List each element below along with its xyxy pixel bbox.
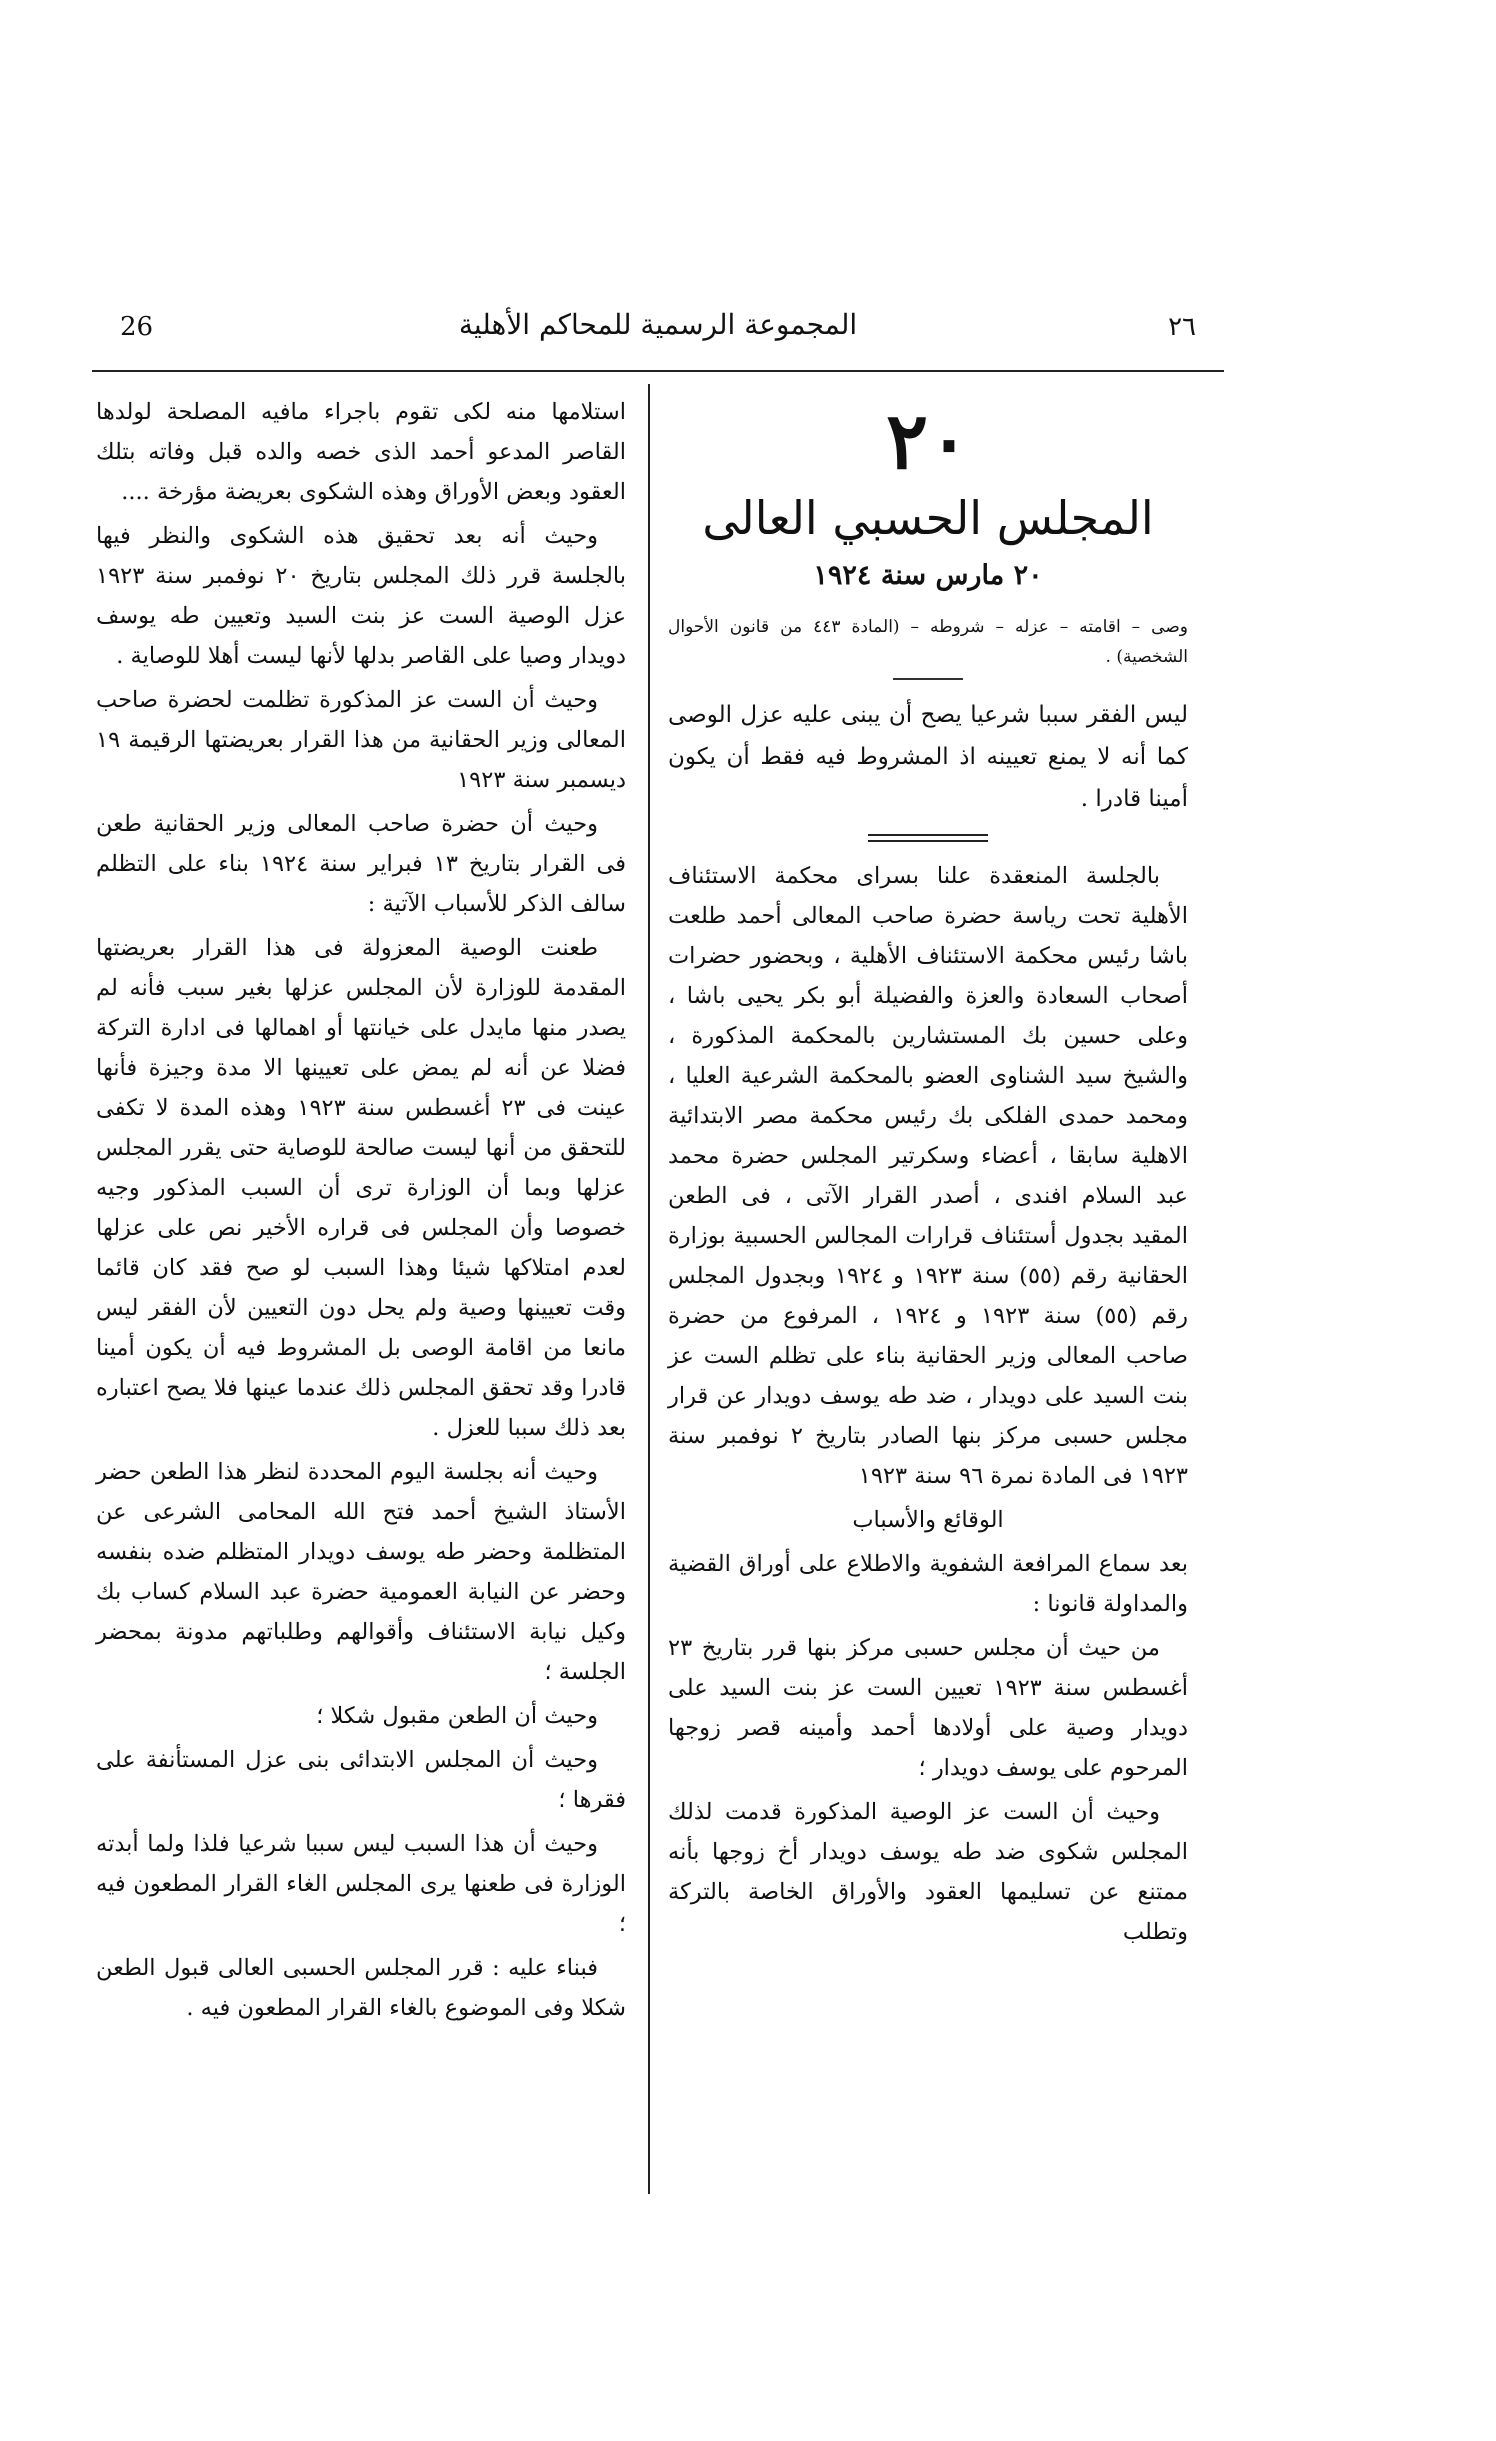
paragraph: استلامها منه لكى تقوم باجراء مافيه المصلحة لولدها القاصر المدعو أحمد الذى خصه والده قبل وفاته بتلك العقود وبعض الأوراق وهذه الشكوى بعريضة مؤرخة .... bbox=[96, 399, 626, 505]
right-column bbox=[668, 392, 1188, 1956]
paragraph: وحيث أن هذا السبب ليس سببا شرعيا فلذا ولما أبدته الوزارة فى طعنها يرى المجلس الغاء القرار المطعون فيه ؛ bbox=[96, 1831, 626, 1937]
paragraph: وحيث أنه بعد تحقيق هذه الشكوى والنظر فيها بالجلسة قرر ذلك المجلس بتاريخ ٢٠ نوفمبر سنة ١٩٢٣ عزل الوصية الست عز بنت السيد وتعيين طه يوسف دويدار وصيا على القاصر بدلها لأنها ليست أهلا للوصاية . bbox=[96, 523, 627, 669]
court-name: المجلس الحسبي العالى bbox=[702, 491, 1154, 545]
paragraph: من حيث أن مجلس حسبى مركز بنها قرر بتاريخ ٢٣ أغسطس سنة ١٩٢٣ تعيين الست عز بنت السيد على دويدار وصية على أولادها أحمد وأمينه قصر زوجها المرحوم على يوسف دويدار ؛ bbox=[668, 1635, 1188, 1781]
publication-title: المجموعة الرسمية للمحاكم الأهلية bbox=[458, 308, 858, 341]
paragraph: طعنت الوصية المعزولة فى هذا القرار بعريضتها المقدمة للوزارة لأن المجلس عزلها بغير سبب فأنه لم يصدر منها مايدل على خيانتها أو اهمالها فى ادارة التركة فضلا عن أنه لم يمض على تعيينها الا مدة وجيزة فأنها عينت فى ٢٣ أغسطس سنة ١٩٢٣ وهذه المدة لا تكفى للتحقق من أنها ليست صالحة للوصاية حتى يقرر المجلس عزلها وبما أن الوزارة ترى أن السبب المذكور وجيه خصوصا وأن المجلس فى قراره الأخير نص على عزلها لعدم امتلاكها شيئا وهذا السبب لو صح فقد كان قائما وقت تعيينها وصية ولم يحل دون التعيين لأن الفقر ليس مانعا من اقامة الوصى بل المشروط فيه أن يكون أمينا قادرا وقد تحقق المجلس ذلك عندما عينها فلا يصح اعتباره بعد ذلك سببا للعزل . bbox=[96, 935, 626, 1441]
session-paragraph: بالجلسة المنعقدة علنا بسراى محكمة الاستئناف الأهلية تحت رياسة حضرة صاحب المعالى أحمد طلعت باشا رئيس محكمة الاستئناف الأهلية ، وبحضور حضرات أصحاب السعادة والعزة والفضيلة أبو بكر يحيى باشا ، وعلى حسين بك المستشارين بالمحكمة المذكورة ، والشيخ سيد الشناوى العضو بالمحكمة الشرعية العليا ، ومحمد حمدى الفلكى بك رئيس محكمة مصر الابتدائية الاهلية سابقا ، أعضاء وسكرتير المجلس حضرة محمد عبد السلام افندى ، أصدر القرار الآتى ، فى الطعن المقيد بجدول أستئناف قرارات المجالس الحسبية بوزارة الحقانية رقم (٥٥) سنة ١٩٢٣ و ١٩٢٤ وبجدول المجلس رقم (٥٥) سنة ١٩٢٣ و ١٩٢٤ ، المرفوع من حضرة صاحب المعالى وزير الحقانية بناء على تظلم الست عز بنت السيد على دويدار ، ضد طه يوسف دويدار عن قرار مجلس حسبى مركز بنها الصادر بتاريخ ٢ نوفمبر سنة ١٩٢٣ فى المادة نمرة ٩٦ سنة ١٩٢٣ bbox=[668, 863, 1189, 1489]
short-divider bbox=[893, 678, 963, 680]
case-number: ٢٠ bbox=[886, 396, 970, 487]
paragraph: وحيث أنه بجلسة اليوم المحددة لنظر هذا الطعن حضر الأستاذ الشيخ أحمد فتح الله المحامى الشرعى عن المتظلمة وحضر طه يوسف دويدار المتظلم ضده بنفسه وحضر عن النيابة العمومية حضرة عبد السلام كساب بك وكيل نيابة الاستئناف وأقوالهم وطلباتهم مدونة بمحضر الجلسة ؛ bbox=[96, 1459, 626, 1685]
page-number-latin: 26 bbox=[120, 312, 154, 342]
header-rule bbox=[92, 370, 1224, 372]
paragraph: وحيث أن الطعن مقبول شكلا ؛ bbox=[316, 1703, 598, 1729]
judgment-date: ٢٠ مارس سنة ١٩٢٤ bbox=[813, 560, 1043, 591]
paragraph: وحيث أن الست عز الوصية المذكورة قدمت لذلك المجلس شكوى ضد طه يوسف دويدار أخ زوجها بأنه ممتنع عن تسليمها العقود والأوراق الخاصة بالتركة وتطلب bbox=[668, 1799, 1188, 1945]
legal-principle: ليس الفقر سببا شرعيا يصح أن يبنى عليه عزل الوصى كما أنه لا يمنع تعيينه اذ المشروط فيه فقط أن يكون أمينا قادرا . bbox=[668, 702, 1188, 812]
double-divider bbox=[868, 834, 988, 842]
paragraph: وحيث أن المجلس الابتدائى بنى عزل المستأنفة على فقرها ؛ bbox=[96, 1747, 626, 1813]
keywords: وصى – اقامته – عزله – شروطه – (المادة ٤٤٣ من قانون الأحوال الشخصية) . bbox=[668, 617, 1188, 667]
page-number-arabic: ٢٦ bbox=[1168, 312, 1196, 342]
facts-heading: الوقائع والأسباب bbox=[852, 1507, 1004, 1533]
after-hearing-paragraph: بعد سماع المرافعة الشفوية والاطلاع على أوراق القضية والمداولة قانونا : bbox=[668, 1551, 1188, 1617]
paragraph: وحيث أن حضرة صاحب المعالى وزير الحقانية طعن فى القرار بتاريخ ١٣ فبراير سنة ١٩٢٤ بناء على التظلم سالف الذكر للأسباب الآتية : bbox=[96, 811, 626, 917]
paragraph: وحيث أن الست عز المذكورة تظلمت لحضرة صاحب المعالى وزير الحقانية من هذا القرار بعريضتها الرقيمة ١٩ ديسمبر سنة ١٩٢٣ bbox=[96, 687, 626, 793]
column-divider bbox=[648, 384, 650, 2194]
decision-paragraph: فبناء عليه : قرر المجلس الحسبى العالى قبول الطعن شكلا وفى الموضوع بالغاء القرار المطعون فيه . bbox=[96, 1955, 626, 2021]
left-column bbox=[96, 392, 626, 2032]
page-header bbox=[90, 308, 1226, 352]
